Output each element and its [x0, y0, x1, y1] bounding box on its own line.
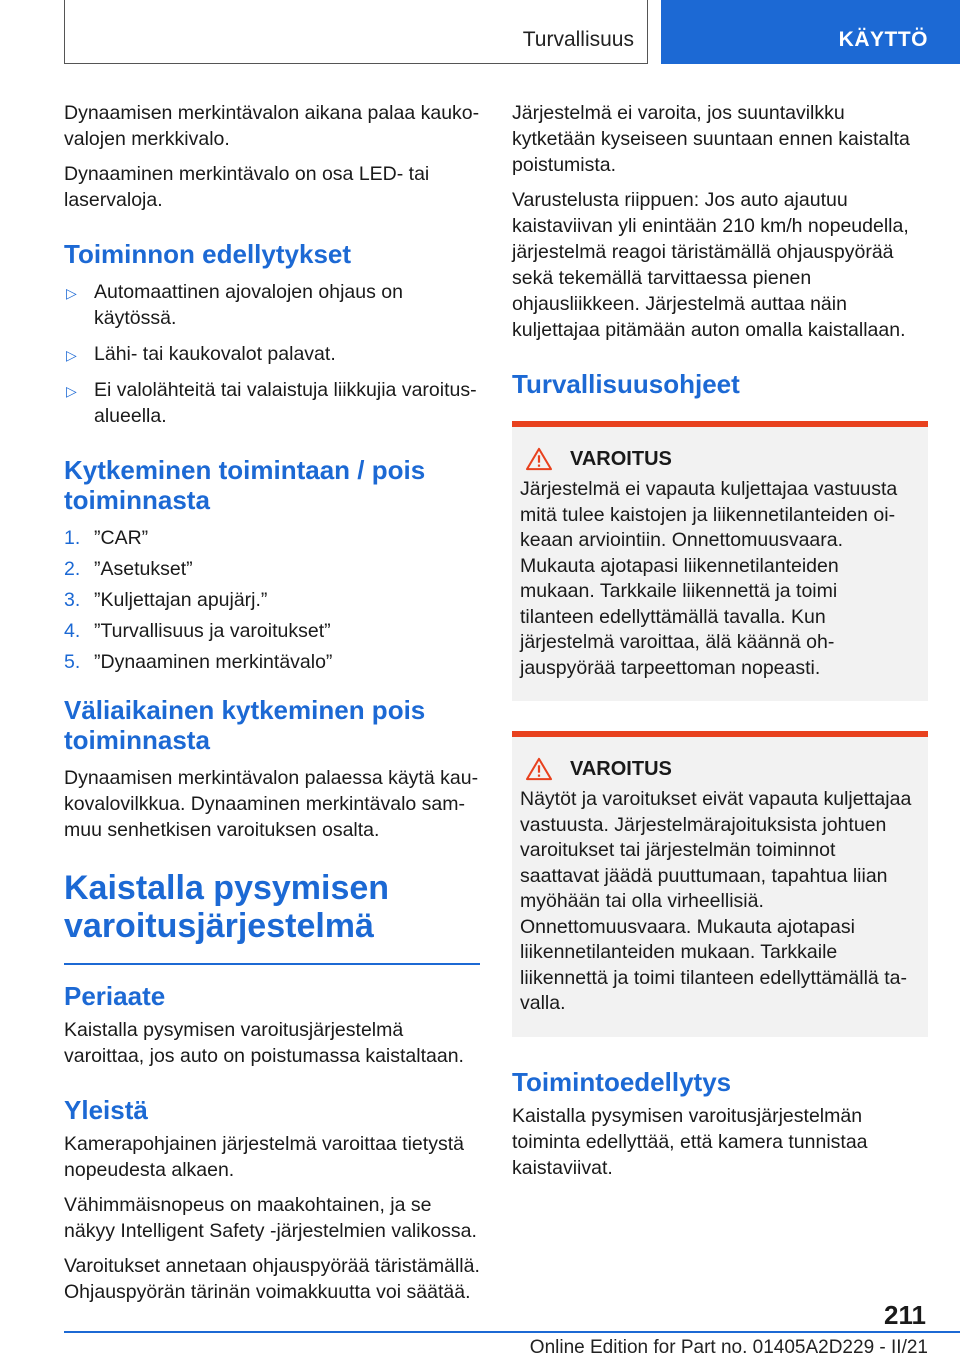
triangle-bullet-icon: ▷ [66, 285, 77, 301]
list-item: 4. ”Turvallisuus ja varoitukset” [64, 620, 331, 642]
heading-lane-departure-warning: Kaistalla pysymisen varoitusjärjestelmä [64, 869, 390, 945]
paragraph: Varustelusta riippuen: Jos auto ajautuu kaistaviivan yli enintään 210 km/h nopeudella, järjestelmä reagoi täristämällä ohjauspyörää sekä tekemällä tarvittaessa pienen ohjausliikkeen. Järjestelmä auttaa näin kuljettajaa pitämään auton omalla kaistallaan. [512, 189, 909, 341]
paragraph: Kaistalla pysymisen varoitusjärjestelmän toiminta edellyttää, että kamera tunnistaa kaistaviivat. [512, 1104, 868, 1179]
paragraph: Kamerapohjainen järjestelmä varoittaa tietystä nopeudesta alkaen. [64, 1132, 464, 1181]
left-column [64, 100, 480, 1314]
warning-header [520, 757, 912, 781]
warning-title: VAROITUS [570, 447, 672, 470]
list-item: ▷ Automaattinen ajovalojen ohjaus on käytössä. [66, 281, 403, 329]
list-item: 3. ”Kuljettajan apujärj.” [64, 589, 268, 611]
heading-requirements: Toiminnon edellytykset [64, 239, 352, 269]
heading-general: Yleistä [64, 1094, 148, 1125]
list-item: 5. ”Dynaaminen merkintävalo” [64, 651, 333, 673]
paragraph: Kaistalla pysymisen varoitusjärjestelmä varoittaa, jos auto on poistumassa kaistaltaan. [64, 1018, 464, 1067]
heading-function-condition: Toimintoedellytys [512, 1066, 732, 1097]
page-number: 211 [884, 1300, 926, 1330]
list-item: 2. ”Asetukset” [64, 558, 193, 580]
list-item: ▷ Lähi- tai kaukovalot palavat. [64, 341, 480, 367]
warning-triangle-icon [524, 757, 554, 781]
heading-safety-notes: Turvallisuusohjeet [512, 369, 740, 399]
warning-triangle-icon [524, 447, 554, 471]
requirements-list [64, 279, 480, 429]
paragraph: Dynaamisen merkintävalon aikana palaa kaukovalojen merkkivalo. [64, 102, 480, 150]
header-chapter-tab[interactable]: KÄYTTÖ [661, 0, 960, 64]
paragraph: Dynaaminen merkintävalo on osa LED- tai laservaloja. [64, 163, 430, 211]
heading-principle: Periaate [64, 980, 166, 1011]
heading-temporary-off: Väliaikainen kytkeminen pois toiminnasta [64, 695, 426, 755]
warning-box [512, 421, 928, 701]
paragraph: Vähimmäisnopeus on maakohtainen, ja se näkyy Intelligent Safety -järjestelmien valikossa. [64, 1193, 477, 1242]
triangle-bullet-icon: ▷ [66, 383, 77, 399]
list-item: 1. ”CAR” [64, 527, 149, 549]
section-divider [64, 963, 480, 965]
warning-text: Näytöt ja varoitukset eivät vapauta kuljettajaa vastuusta. Järjestelmärajoituksista johtuen varoitukset tai järjestelmän toiminnot saattavat jäädä puuttumaan, tapahtua liian myöhään tai olla virheellisiä. Onnettomuusvaara. Mukauta ajotapasi liikennetilanteiden mukaan. Tarkkaile liikennettä ja toimi tilanteen edellyttämällä tavalla. [520, 788, 912, 1014]
triangle-bullet-icon: ▷ [66, 347, 77, 363]
warning-text: Järjestelmä ei vapauta kuljettajaa vastuusta mitä tulee kaistojen ja liikennetilanteiden oikeaan arviointiin. Onnettomuusvaara. Mukauta ajotapasi liikennetilanteiden mukaan. Tarkkaile liikennettä ja toimi tilanteen edellyttämällä tavalla. Kun järjestelmä varoittaa, älä käännä ohjauspyörää tarpeettoman nopeasti. [520, 478, 898, 679]
footer-divider [64, 1331, 960, 1333]
right-column [512, 100, 928, 1190]
warning-box [512, 731, 928, 1037]
heading-switch-on-off: Kytkeminen toimintaan / pois toiminnasta [64, 455, 426, 515]
warning-title: VAROITUS [570, 757, 672, 780]
header-section-title: Turvallisuus [522, 28, 634, 51]
paragraph: Järjestelmä ei varoita, jos suuntavilkku kytketään kyseiseen suuntaan ennen kaistalta poistumista. [512, 102, 910, 176]
warning-header [520, 447, 912, 471]
list-item: ▷ Ei valolähteitä tai valaistuja liikkujia varoitusalueella. [66, 379, 477, 427]
paragraph: Dynaamisen merkintävalon palaessa käytä kaukovalovilkkua. Dynaaminen merkintävalo sammuu senhetkisen varoituksen osalta. [64, 767, 479, 841]
footer-edition-text: Online Edition for Part no. 01405A2D229 - II/21 [529, 1337, 928, 1358]
steps-list [64, 525, 480, 675]
paragraph: Varoitukset annetaan ohjauspyörää täristämällä. Ohjauspyörän tärinän voimakkuutta voi säätää. [64, 1254, 480, 1303]
